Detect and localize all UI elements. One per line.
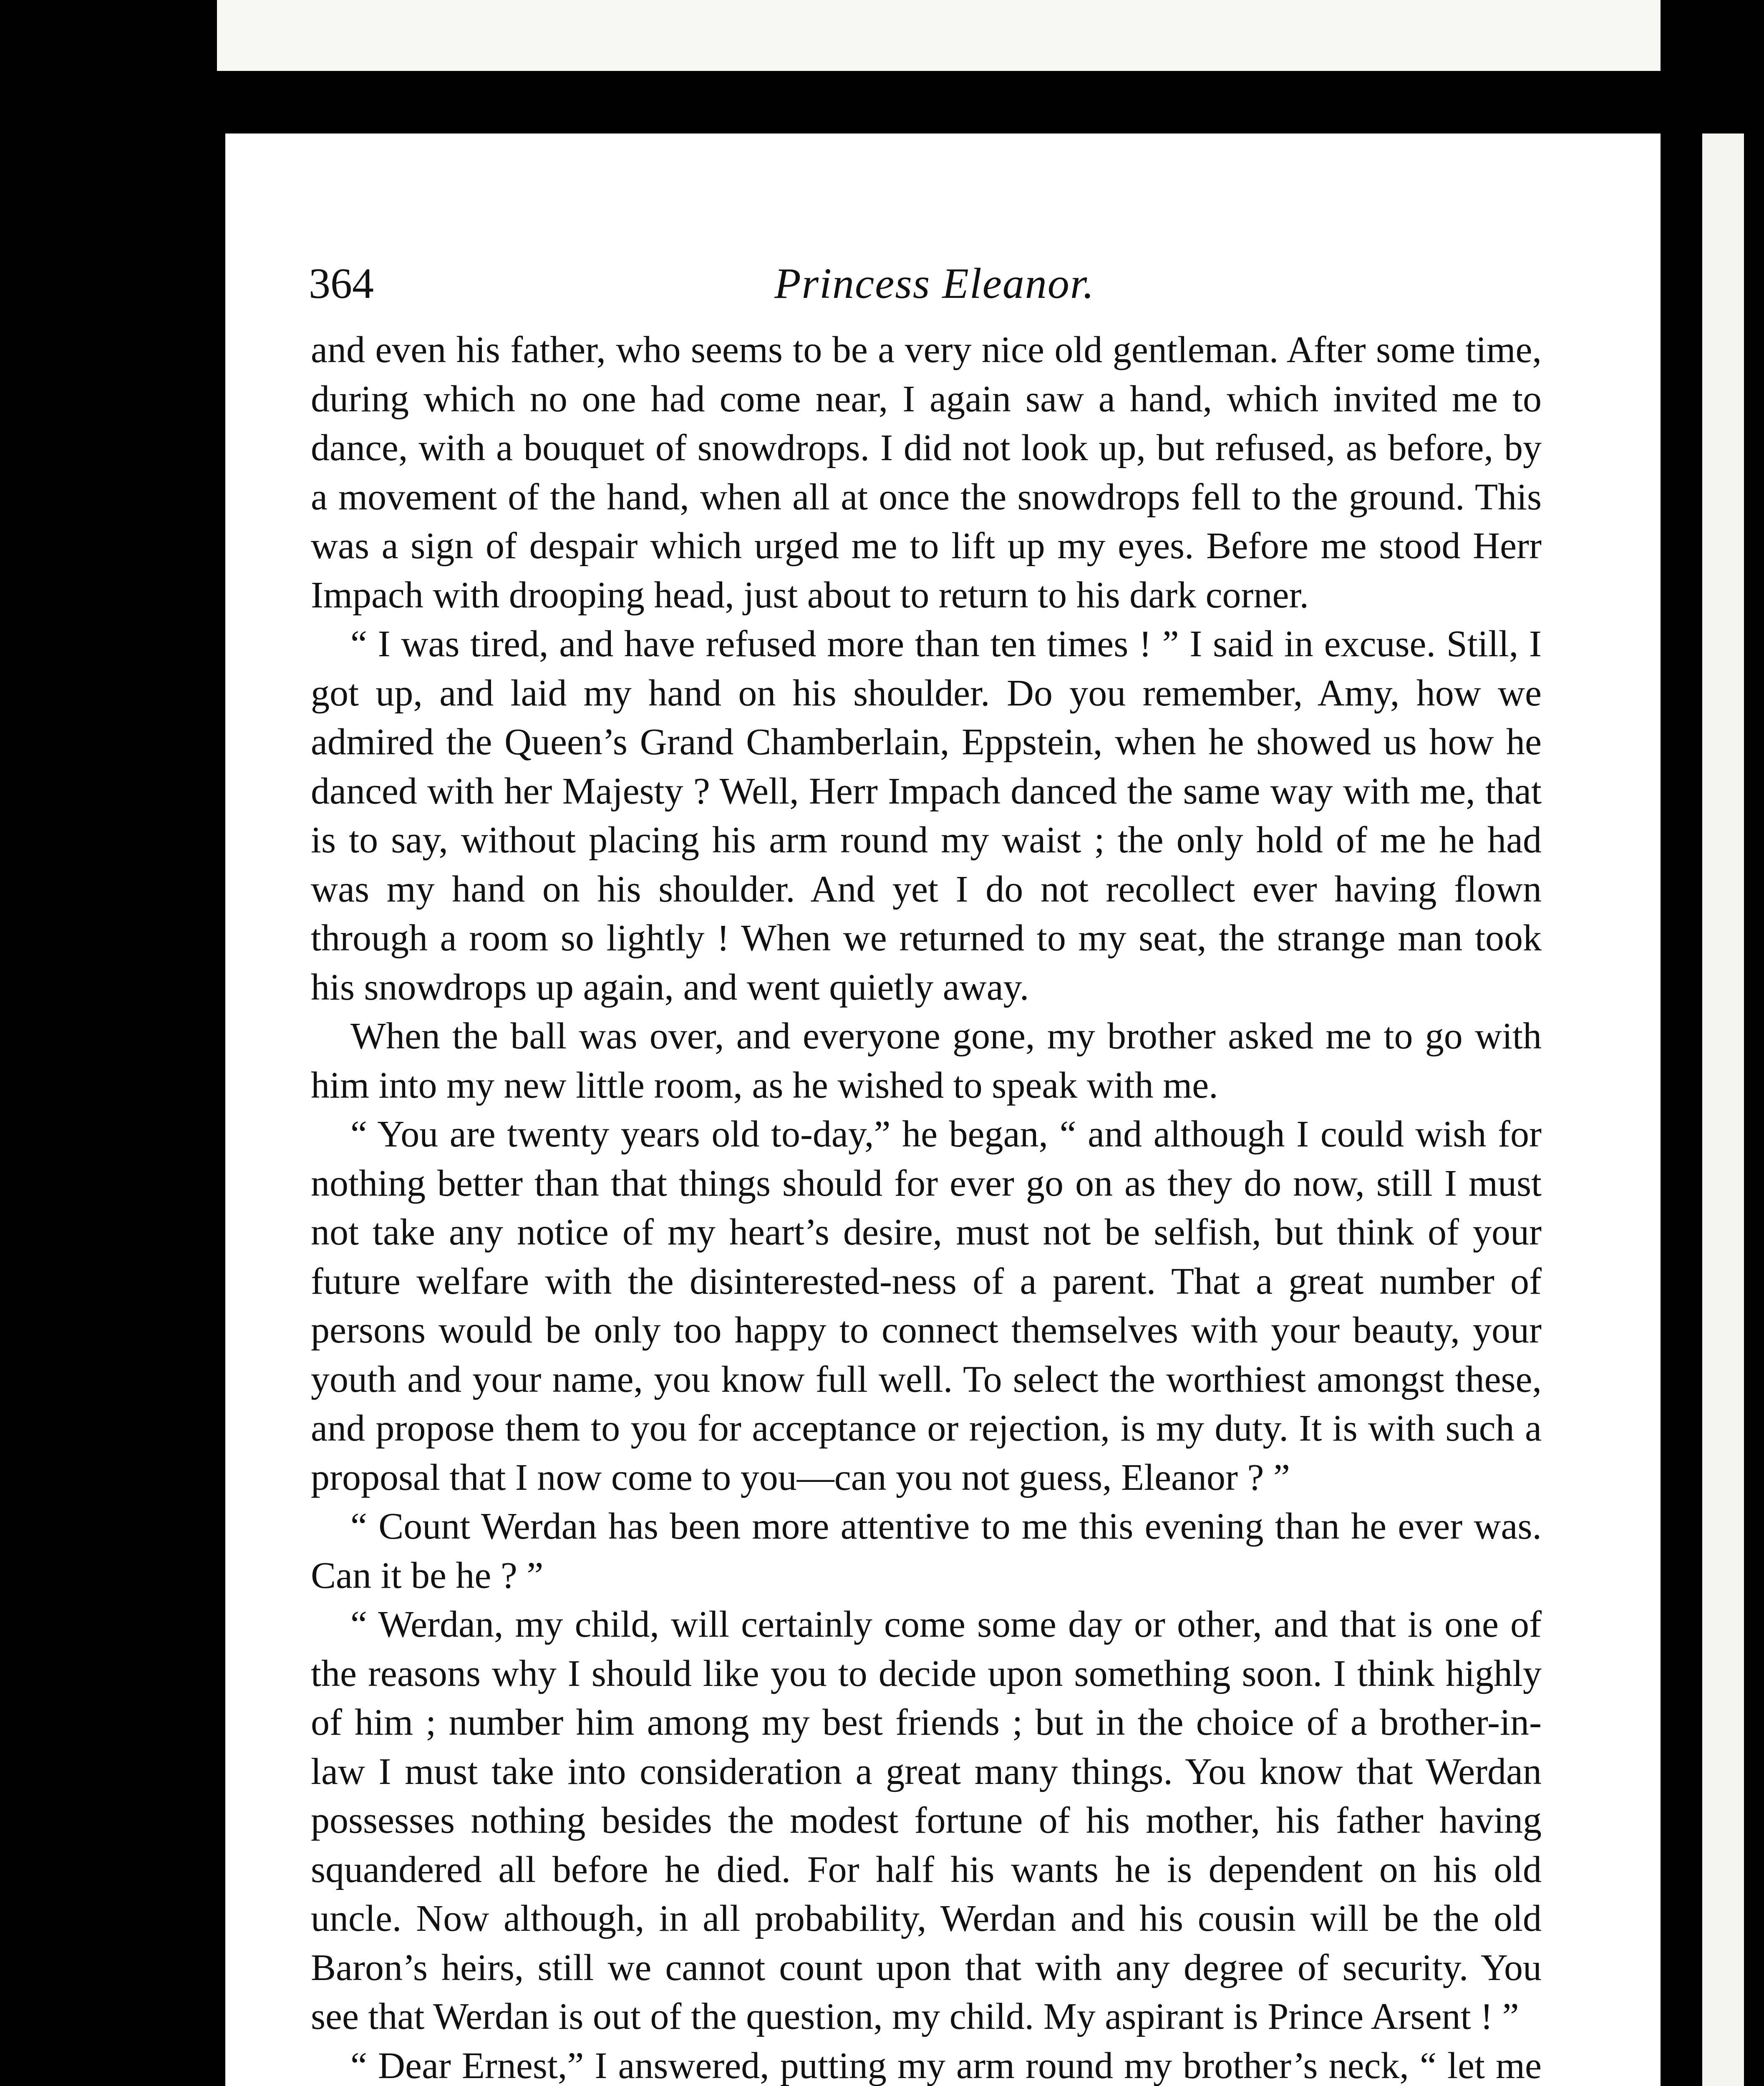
- book-page: [225, 134, 1661, 2086]
- previous-page-edge: [217, 0, 1661, 71]
- paragraph: “ Count Werdan has been more attentive to me this evening than he ever was. Can it be he ? ”: [311, 1506, 1542, 1596]
- page-header: [309, 259, 1560, 321]
- running-title: Princess Eleanor.: [774, 259, 1095, 307]
- paragraph: “ Werdan, my child, will certainly come some day or other, and that is one of the reasons why I should like you to decide upon something soon. I think highly of him ; number him among my best friends ; but in the choice of a brother-in-law I must take into consideration a great many things. You know that Werdan possesses nothing besides the modest fortune of his mother, his father having squandered all before he died. For half his wants he is dependent on his old uncle. Now although, in all probability, Werdan and his cousin will be the old Baron’s heirs, still we cannot count upon that with any degree of security. You see that Werdan is out of the question, my child. My aspirant is Prince Arsent ! ”: [311, 1604, 1542, 2037]
- paragraph: “ I was tired, and have refused more than ten times ! ” I said in excuse. Still, I got up, and laid my hand on his shoulder. Do you remember, Amy, how we admired the Queen’s Grand Chamberlain, Eppstein, when he showed us how he danced with her Majesty ? Well, Herr Impach danced the same way with me, that is to say, without placing his arm round my waist ; the only hold of me he had was my hand on his shoulder. And yet I do not recollect ever having flown through a room so lightly ! When we returned to my seat, the strange man took his snowdrops up again, and went quietly away.: [311, 623, 1542, 1008]
- paragraph: and even his father, who seems to be a very nice old gentleman. After some time, during which no one had come near, I again saw a hand, which invited me to dance, with a bouquet of snowdrops. I did not look up, but refused, as before, by a movement of the hand, when all at once the snowdrops fell to the ground. This was a sign of despair which urged me to lift up my eyes. Before me stood Herr Impach with drooping head, just about to return to his dark corner.: [311, 329, 1542, 616]
- paragraph: When the ball was over, and everyone gone, my brother asked me to go with him into my new little room, as he wished to speak with me.: [311, 1015, 1542, 1106]
- paragraph: “ You are twenty years old to-day,” he began, “ and although I could wish for nothing better than that things should for ever go on as they do now, still I must not take any notice of my heart’s desire, must not be selfish, but think of your future welfare with the disinterested-ness of a parent. That a great number of persons would be only too happy to connect themselves with your beauty, your youth and your name, you know full well. To select the worthiest amongst these, and propose them to you for acceptance or rejection, is my duty. It is with such a proposal that I now come to you—can you not guess, Eleanor ? ”: [311, 1114, 1542, 1498]
- next-page-edge: [1702, 134, 1744, 2086]
- page-number: 364: [309, 259, 374, 307]
- paragraph: “ Dear Ernest,” I answered, putting my arm round my brother’s neck, “ let me: [350, 2045, 1542, 2086]
- body-text: [311, 325, 1542, 2086]
